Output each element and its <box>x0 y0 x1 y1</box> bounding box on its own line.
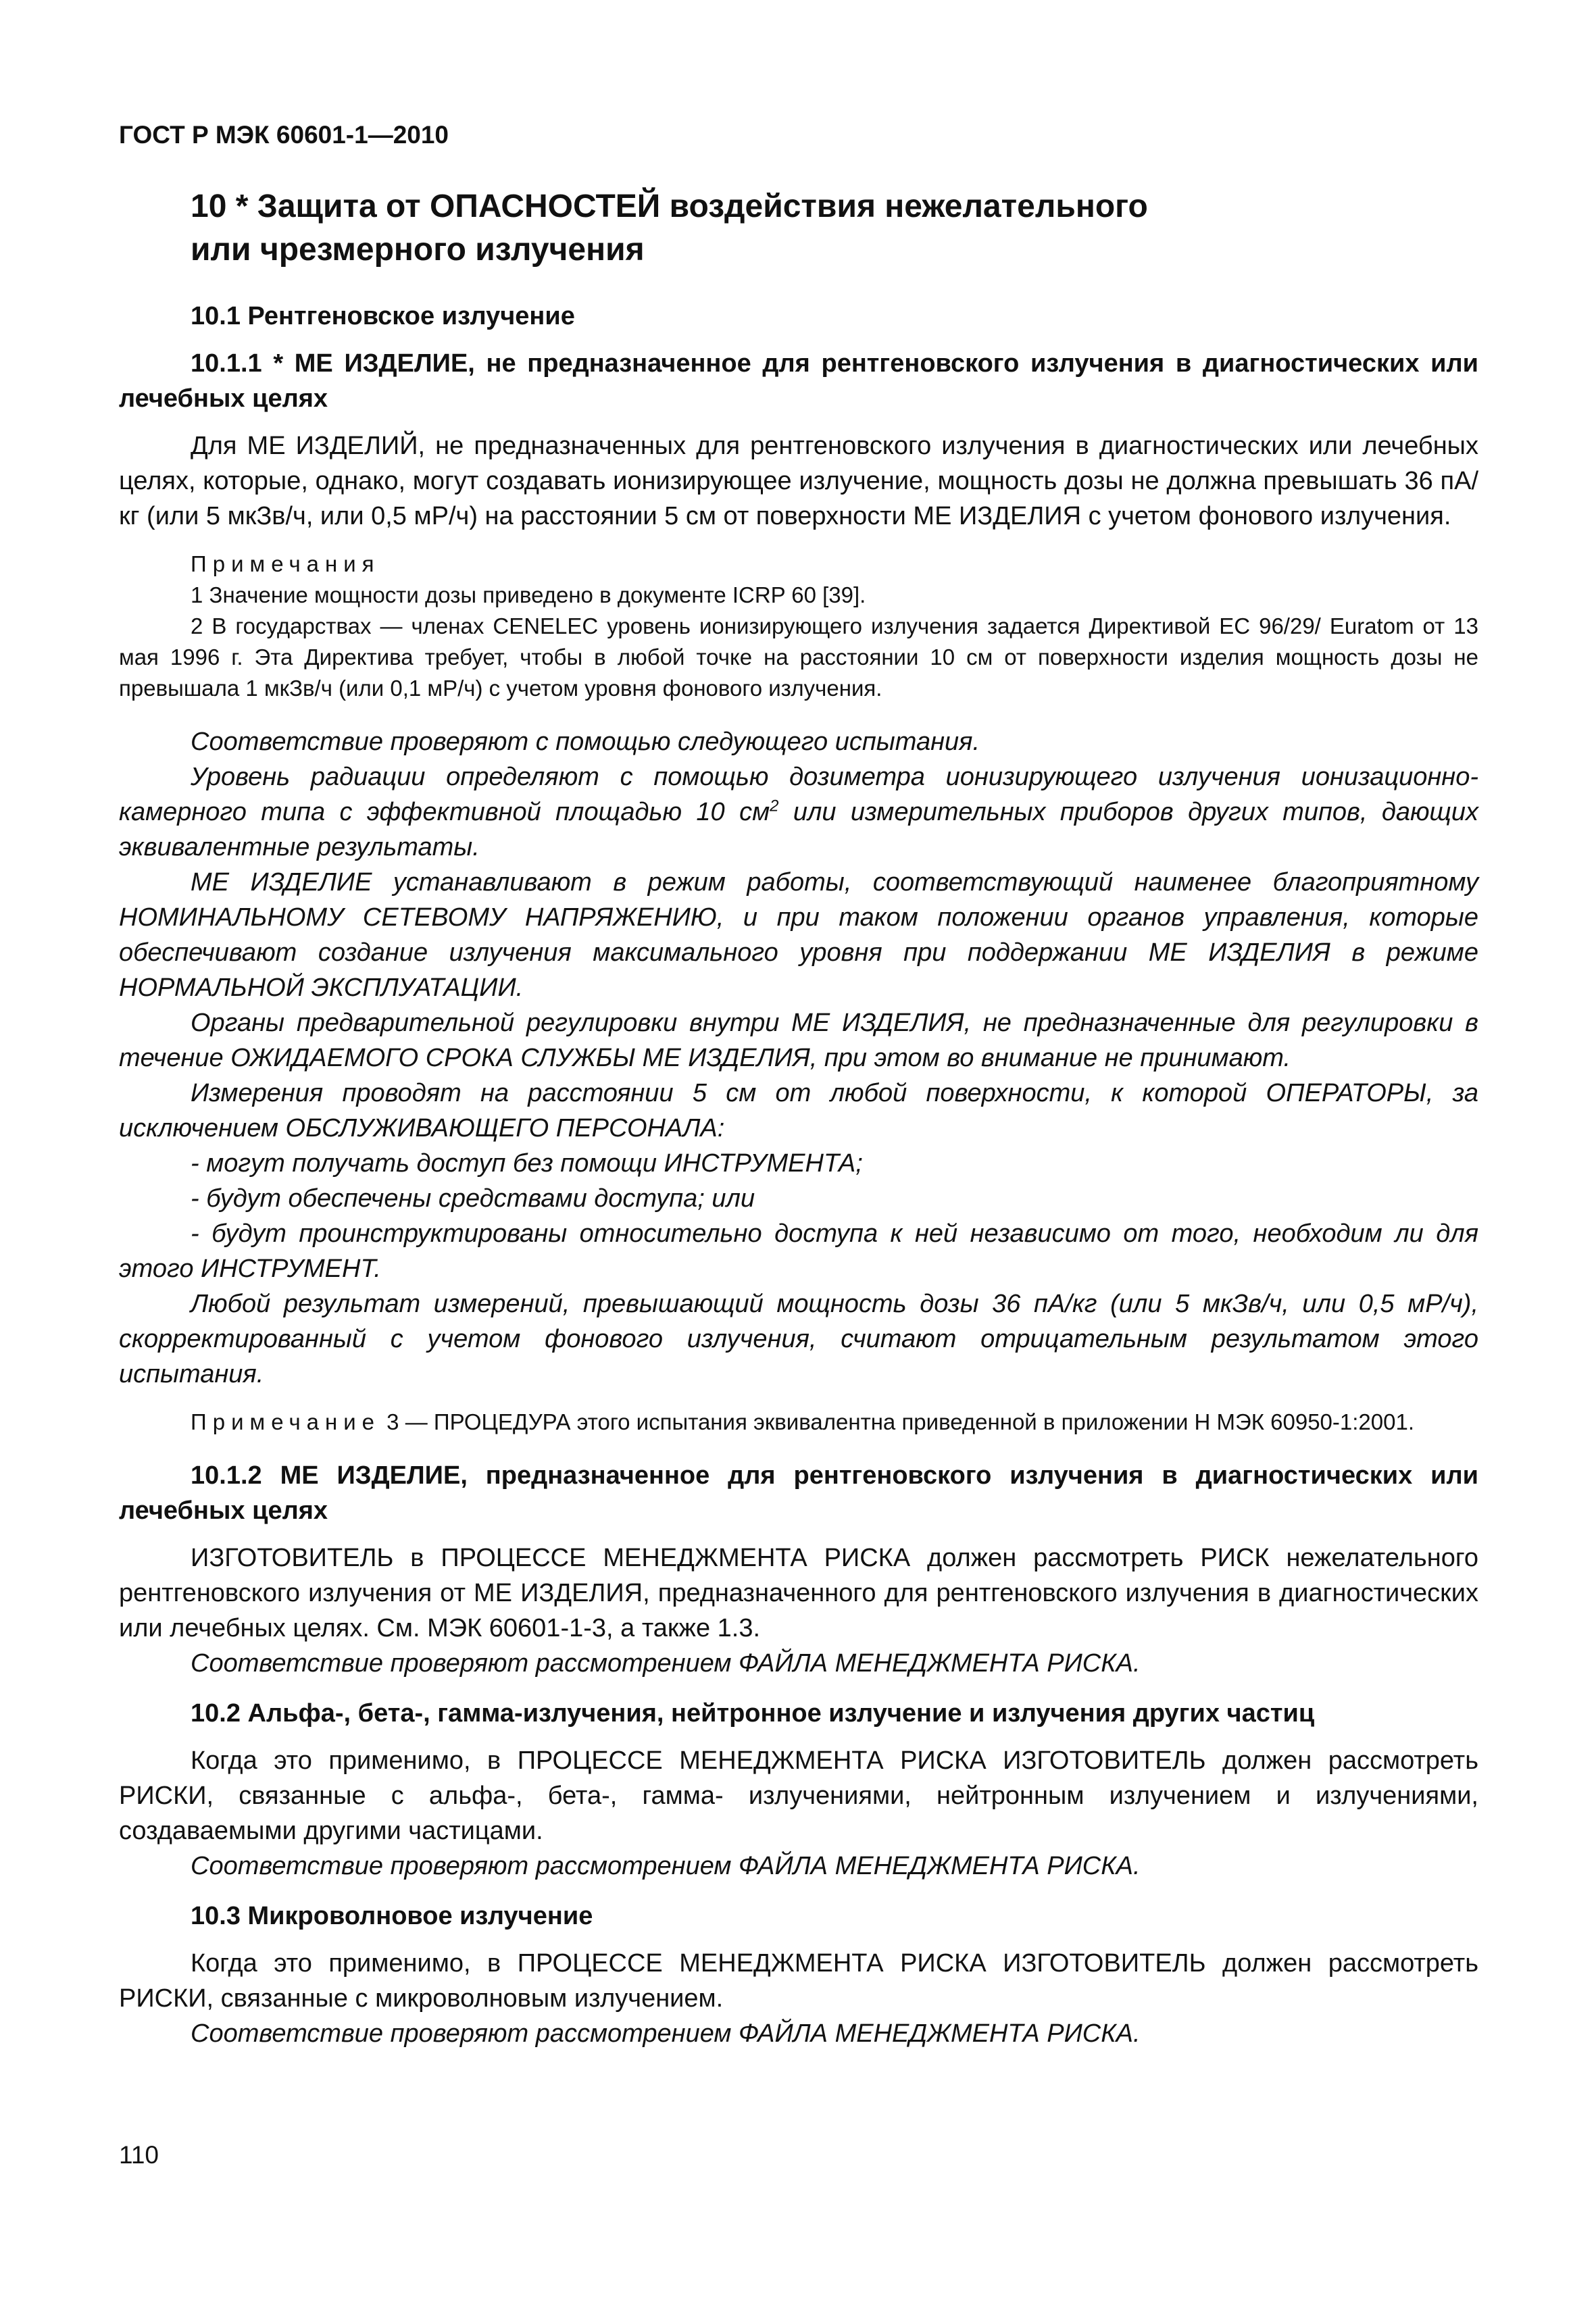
radiation-text-a: Уровень радиации определяют с помощью дозиметра ионизирующего излучения ионизационно-камерного типа с эффективной площадью 10 см <box>119 763 1478 826</box>
notes-block <box>119 549 1478 704</box>
note-3-text: 3 — ПРОЦЕДУРА этого испытания эквивалентна приведенной в приложении Н МЭК 60950-1:2001. <box>380 1409 1415 1434</box>
paragraph-radiation-level <box>119 759 1478 865</box>
compliance-10-1-2: Соответствие проверяют рассмотрением ФАЙЛА МЕНЕДЖМЕНТА РИСКА. <box>191 1649 1141 1678</box>
list-item: - будут проинструктированы относительно доступа к ней независимо от того, необходим ли для этого ИНСТРУМЕНТ. <box>119 1219 1478 1283</box>
subsection-title-10-1-2: 10.1.2 МЕ ИЗДЕЛИЕ, предназначенное для рентгеновского излучения в диагностических или лечебных целях <box>119 1461 1478 1525</box>
subsection-title-10-1: 10.1 Рентгеновское излучение <box>191 302 575 330</box>
list-item: - могут получать доступ без помощи ИНСТРУМЕНТА; <box>191 1149 863 1178</box>
page-number: 110 <box>119 2141 159 2169</box>
paragraph-operating-mode: МЕ ИЗДЕЛИЕ устанавливают в режим работы, соответствующий наименее благоприятному НОМИНАЛЬНОМУ СЕТЕВОМУ НАПРЯЖЕНИЮ, и при таком положении органов управления, которые обеспечивают создание излучения максимального уровня при поддержании МЕ ИЗДЕЛИЯ в режиме НОРМАЛЬНОЙ ЭКСПЛУАТАЦИИ. <box>119 868 1478 1002</box>
paragraph-10-3-body: Когда это применимо, в ПРОЦЕССЕ МЕНЕДЖМЕНТА РИСКА ИЗГОТОВИТЕЛЬ должен рассмотреть РИСКИ, связанные с микроволновым излучением. <box>119 1949 1478 2013</box>
note-1: 1 Значение мощности дозы приведено в документе ICRP 60 [39]. <box>191 582 866 607</box>
compliance-10-2: Соответствие проверяют рассмотрением ФАЙЛА МЕНЕДЖМЕНТА РИСКА. <box>191 1852 1141 1880</box>
paragraph-measurement: Измерения проводят на расстоянии 5 см от любой поверхности, к которой ОПЕРАТОРЫ, за исключением ОБСЛУЖИВАЮЩЕГО ПЕРСОНАЛА: <box>119 1079 1478 1142</box>
document-page <box>119 119 1478 2051</box>
paragraph-10-1-1-body: Для МЕ ИЗДЕЛИЙ, не предназначенных для рентгеновского излучения в диагностических или лечебных целях, которые, однако, могут создавать ионизирующее излучение, мощность дозы не должна превышать 36 пА/кг (или 5 мкЗв/ч, или 0,5 мР/ч) на расстоянии 5 см от поверхности МЕ ИЗДЕЛИЯ с учетом фонового излучения. <box>119 432 1478 530</box>
note-3-label: Примечание <box>191 1409 381 1434</box>
subsection-title-10-1-1: 10.1.1 * МЕ ИЗДЕЛИЕ, не предназначенное для рентгеновского излучения в диагностических или лечебных целях <box>119 349 1478 413</box>
subsection-title-10-3: 10.3 Микроволновое излучение <box>191 1902 593 1930</box>
paragraph-result: Любой результат измерений, превышающий мощность дозы 36 пА/кг (или 5 мкЗв/ч, или 0,5 мР/ч), скорректированный с учетом фонового излучения, считают отрицательным результатом этого испытания. <box>119 1290 1478 1388</box>
section-title <box>191 185 1339 272</box>
compliance-10-3: Соответствие проверяют рассмотрением ФАЙЛА МЕНЕДЖМЕНТА РИСКА. <box>191 2019 1141 2048</box>
radiation-superscript: 2 <box>770 797 779 815</box>
document-header: ГОСТ Р МЭК 60601-1—2010 <box>119 121 449 149</box>
note-3 <box>119 1407 1478 1438</box>
list-item: - будут обеспечены средствами доступа; или <box>191 1184 755 1213</box>
paragraph-10-2-body: Когда это применимо, в ПРОЦЕССЕ МЕНЕДЖМЕНТА РИСКА ИЗГОТОВИТЕЛЬ должен рассмотреть РИСКИ, связанные с альфа-, бета-, гамма- излучениями, нейтронным излучением и излучениями, создаваемыми другими частицами. <box>119 1746 1478 1845</box>
paragraph-10-1-2-body: ИЗГОТОВИТЕЛЬ в ПРОЦЕССЕ МЕНЕДЖМЕНТА РИСКА должен рассмотреть РИСК нежелательного рентгеновского излучения от МЕ ИЗДЕЛИЯ, предназначенного для рентгеновского излучения в диагностических или лечебных целях. См. МЭК 60601-1-3, а также 1.3. <box>119 1544 1478 1642</box>
section-title-line2: или чрезмерного излучения <box>191 232 645 268</box>
subsection-title-10-2: 10.2 Альфа-, бета-, гамма-излучения, нейтронное излучение и излучения других частиц <box>191 1699 1315 1728</box>
compliance-intro: Соответствие проверяют с помощью следующего испытания. <box>191 728 980 756</box>
notes-label: Примечания <box>191 551 380 576</box>
radiation-text-b: или измерительных приборов других типов, дающих эквивалентные результаты. <box>119 798 1478 861</box>
note-2: 2 В государствах — членах CENELEC уровень ионизирующего излучения задается Директивой ЕС 96/29/ Euratom от 13 мая 1996 г. Эта Директива требует, чтобы в любой точке на расстоянии 10 см от поверхности изделия мощность дозы не превышала 1 мкЗв/ч (или 0,1 мР/ч) с учетом уровня фонового излучения. <box>119 613 1478 701</box>
section-title-line1: 10 * Защита от ОПАСНОСТЕЙ воздействия нежелательного <box>191 188 1148 224</box>
paragraph-controls: Органы предварительной регулировки внутри МЕ ИЗДЕЛИЯ, не предназначенные для регулировки в течение ОЖИДАЕМОГО СРОКА СЛУЖБЫ МЕ ИЗДЕЛИЯ, при этом во внимание не принимают. <box>119 1009 1478 1072</box>
note-3-block <box>119 1407 1478 1438</box>
